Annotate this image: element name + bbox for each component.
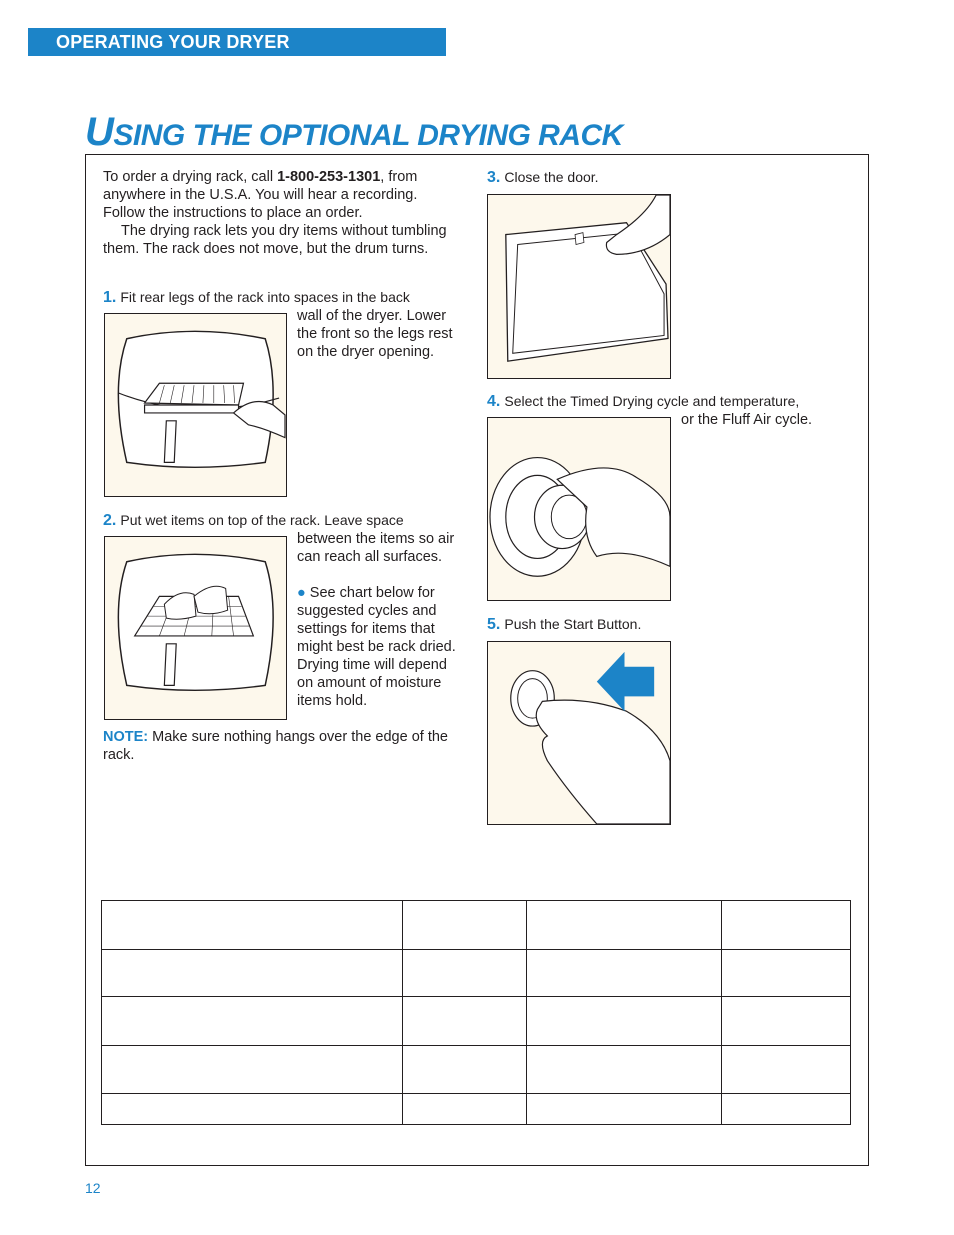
table-cell	[403, 1094, 527, 1125]
table-cell	[403, 950, 527, 997]
table-cell	[403, 1046, 527, 1094]
step-2-bullet-paragraph	[297, 584, 457, 710]
table-cell	[527, 901, 722, 950]
step-1-number: 1.	[103, 289, 117, 306]
table-cell	[102, 1046, 403, 1094]
table-cell	[722, 1046, 851, 1094]
intro-order-pre: To order a drying rack, call	[103, 169, 278, 185]
step-2-illustration	[104, 536, 287, 720]
table-row	[102, 997, 851, 1046]
step-4-heading	[487, 392, 847, 411]
page-title-initial: U	[85, 110, 114, 154]
step-4-number: 4.	[487, 393, 501, 410]
step-4-text-side: or the Fluff Air cycle.	[681, 412, 813, 428]
page-title	[85, 108, 623, 160]
section-header-label: OPERATING YOUR DRYER	[56, 32, 290, 52]
step-3-illustration	[487, 194, 671, 379]
step-4-illustration	[487, 417, 671, 601]
order-phone-number: 1-800-253-1301	[277, 169, 381, 185]
table-cell	[403, 901, 527, 950]
step-1-text-top: Fit rear legs of the rack into spaces in the back	[120, 289, 410, 305]
step-4-text-top: Select the Timed Drying cycle and temperature,	[504, 393, 800, 409]
step-5-number: 5.	[487, 616, 501, 633]
step-1-heading	[103, 288, 463, 307]
table-cell	[722, 1094, 851, 1125]
note-label: NOTE:	[103, 729, 149, 745]
section-header-bar	[28, 28, 446, 56]
rack-drying-chart-table	[101, 900, 851, 1125]
step-5-heading	[487, 615, 847, 634]
table-cell	[403, 997, 527, 1046]
table-row	[102, 950, 851, 997]
table-row	[102, 1094, 851, 1125]
note-paragraph	[103, 728, 463, 764]
step-2-number: 2.	[103, 512, 117, 529]
step-1-text-side: wall of the dryer. Lower the front so the legs rest on the dryer opening.	[297, 308, 453, 360]
step-1-illustration	[104, 313, 287, 497]
intro-order-post: , from anywhere in the U.S.A. You will hear a recording. Follow the instructions to place an order.	[103, 169, 418, 221]
table-cell	[722, 901, 851, 950]
table-row	[102, 1046, 851, 1094]
bullet-icon: ●	[297, 585, 306, 601]
table-cell	[102, 950, 403, 997]
intro-order-paragraph	[103, 168, 458, 222]
table-cell	[102, 901, 403, 950]
table-cell	[527, 997, 722, 1046]
step-3-text: Close the door.	[504, 169, 599, 185]
table-cell	[527, 950, 722, 997]
intro-rack-paragraph: The drying rack lets you dry items without tumbling them. The rack does not move, but the drum turns.	[103, 223, 447, 257]
step-2-heading	[103, 511, 463, 530]
table-cell	[722, 950, 851, 997]
step-3-number: 3.	[487, 169, 501, 186]
table-cell	[527, 1094, 722, 1125]
table-cell	[102, 997, 403, 1046]
step-3-heading	[487, 168, 847, 187]
table-cell	[527, 1046, 722, 1094]
table-cell	[102, 1094, 403, 1125]
step-2-text-side: between the items so air can reach all surfaces.	[297, 531, 455, 565]
page-number: 12	[85, 1180, 101, 1196]
step-2-text-top: Put wet items on top of the rack. Leave space	[120, 512, 404, 528]
note-text: Make sure nothing hangs over the edge of the rack.	[103, 729, 448, 763]
step-5-text: Push the Start Button.	[504, 616, 642, 632]
step-5-illustration	[487, 641, 671, 825]
table-row	[102, 901, 851, 950]
step-2-bullet-text: See chart below for suggested cycles and settings for items that might best be rack dried. Drying time will depend on amount of moisture items hold.	[297, 585, 456, 709]
page-title-rest: SING THE OPTIONAL DRYING RACK	[113, 119, 623, 152]
table-cell	[722, 997, 851, 1046]
